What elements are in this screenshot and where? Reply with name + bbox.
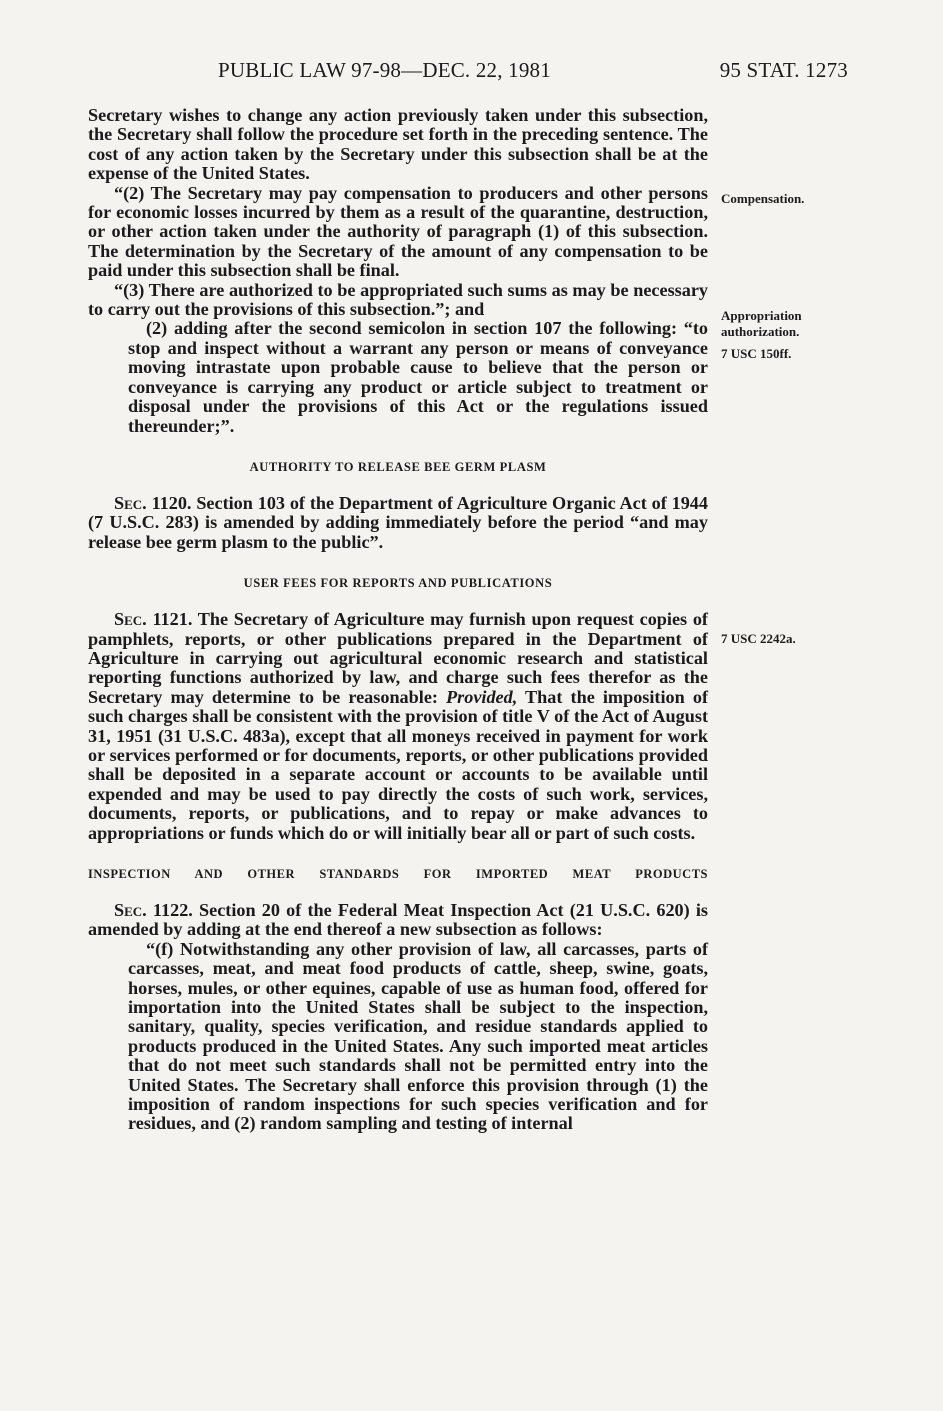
section-1121-text-b: That the imposition of such charges shall be consistent with the provision of title V of the Act of August 31, 1951 (31 U.S.C. 483a), except that all moneys received in payment for work or services performed or for documents, reports, or other publications provided shall be deposited in a separate account or accounts to be available until expended and may be used to pay directly the costs of such work, services, documents, reports, or publications, and to repay or make advances to appropriations or funds which do or will initially bear all or part of such costs. [88, 686, 708, 843]
section-1120 [88, 494, 708, 552]
paragraph-compensation: “(2) The Secretary may pay compensation to producers and other persons for economic losses incurred by them as a result of the quarantine, destruction, or other action taken under the authority of paragraph (1) of this subsection. The determination by the Secretary of the amount of any compensation to be paid under this subsection shall be final. [88, 182, 708, 281]
paragraph-continued: Secretary wishes to change any action previously taken under this subsection, the Secretary shall follow the procedure set forth in the preceding sentence. The cost of any action taken by the Secretary under this subsection shall be at the expense of the United States. [88, 105, 708, 184]
paragraph-appropriation: “(3) There are authorized to be appropriated such sums as may be necessary to carry out the provisions of this subsection.”; and [88, 279, 708, 320]
heading-bee-germ-plasm: AUTHORITY TO RELEASE BEE GERM PLASM [249, 459, 547, 474]
section-1120-text: 1120. Section 103 of the Department of Agriculture Organic Act of 1944 (7 U.S.C. 283) is amended by adding immediately before the period “and may release bee germ plasm to the public”. [88, 492, 708, 552]
header-title: PUBLIC LAW 97-98—DEC. 22, 1981 [218, 58, 551, 82]
margin-note-appropriation-line2: authorization. [721, 324, 800, 339]
page-header [88, 58, 848, 88]
section-1121-label: Sec. [114, 609, 147, 630]
paragraph-amendment-2: (2) adding after the second semicolon in section 107 the following: “to stop and inspect without a warrant any person or means of conveyance moving intrastate upon probable cause to believe that the person or conveyance is carrying any product or article subject to treatment or disposal under the provisions of this Act or the regulations issued thereunder;”. [128, 318, 708, 436]
section-1120-label: Sec. [114, 492, 147, 513]
section-1121-text-a: 1121. The Secretary of Agriculture may furnish upon request copies of pamphlets, reports, or other publications prepared in the Department of Agriculture in carrying out agricultural economic research and statistical reporting functions authorized by law, and charge such fees therefor as the Secretary may determine to be reasonable: [88, 609, 708, 707]
margin-note-appropriation-line1: Appropriation [721, 308, 802, 323]
section-1121-provided: Provided, [446, 686, 518, 707]
subsection-f: “(f) Notwithstanding any other provision of law, all carcasses, parts of carcasses, meat, and meat food products of cattle, sheep, swine, goats, horses, mules, or other equines, capable of use as human food, offered for importation into the United States shall be subject to the inspection, sanitary, quality, species verification, and residue standards applied to products produced in the United States. Any such imported meat articles that do not meet such standards shall not be permitted entry into the United States. The Secretary shall enforce this provision through (1) the imposition of random inspections for such species verification and for residues, and (2) random sampling and testing of internal [128, 938, 708, 1134]
heading-user-fees: USER FEES FOR REPORTS AND PUBLICATIONS [243, 576, 553, 591]
document-body [88, 106, 708, 1134]
margin-note-appropriation [721, 308, 802, 340]
margin-note-compensation: Compensation. [721, 191, 805, 206]
section-1122-text: 1122. Section 20 of the Federal Meat Inspection Act (21 U.S.C. 620) is amended by adding at the end thereof a new subsection as follows: [88, 900, 708, 940]
section-1122 [88, 901, 708, 940]
heading-imported-meat: INSPECTION AND OTHER STANDARDS FOR IMPORTED MEAT PRODUCTS [88, 867, 708, 881]
margin-note-usc-150: 7 USC 150ff. [721, 346, 792, 361]
section-1121 [88, 610, 708, 843]
margin-note-usc-2242a: 7 USC 2242a. [721, 631, 796, 646]
section-1122-label: Sec. [114, 900, 147, 920]
header-page-ref: 95 STAT. 1273 [719, 58, 848, 82]
